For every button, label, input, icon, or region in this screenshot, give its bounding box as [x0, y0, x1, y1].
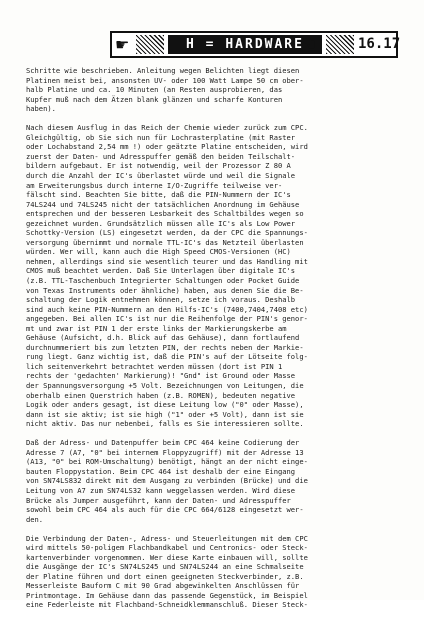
text-line: nehmen, allerdings sind sie wesentlich teurer und das Handling mit [26, 256, 308, 266]
text-line: rung liegt. Ganz wichtig ist, daß die PIN's auf der Lötseite folg- [26, 352, 308, 362]
text-line: mt und zwar ist PIN 1 der erste links der Markierungskerbe am [26, 323, 287, 333]
text-line: Daß der Adress- und Datenpuffer beim CPC 464 keine Codierung der [26, 438, 300, 448]
text-line: zuerst der Daten- und Adresspuffer gemäß den beiden Teilschalt- [26, 151, 296, 161]
pointing-hand-left-icon: ☚ [302, 35, 317, 54]
text-line: rechts der 'gedachten' Markierung)! "Gnd" ist Ground oder Masse [26, 371, 296, 381]
paragraph [26, 66, 398, 114]
text-line: 74LS244 und 74LS245 nicht der tatsächlichen Anordnung im Gehäuse [26, 199, 300, 209]
page-header [110, 31, 401, 58]
text-line: versorgung übernimmt und normale TTL-IC's das Netzteil überlasten [26, 237, 304, 247]
paragraph [26, 123, 398, 429]
text-line: gezeichnet wurden. Grundsätzlich müssen alle IC's als Low Power [26, 218, 296, 228]
text-line: lich seitenverkehrt betrachtet werden müssen (dort ist PIN 1 [26, 361, 283, 371]
text-line: wird mittels 50-poligem Flachbandkabel und Centronics- oder Steck- [26, 543, 308, 553]
page-number: 16.17 [358, 36, 401, 52]
text-line: der Spannungsversorgung +5 Volt. Bezeichnungen von Leitungen, die [26, 381, 304, 390]
text-line: Gleichgültig, ob Sie sich nun für Lochrasterplatine (mit Raster [26, 132, 296, 142]
text-line: Die Verbindung der Daten-, Adress- und Steuerleitungen mit dem CPC [26, 533, 308, 543]
pointing-hand-right-icon: ☛ [115, 35, 130, 54]
text-line: von SN74LS832 direkt mit dem Ausgang zu verbinden (Brücke) und die [26, 476, 308, 486]
text-line: durchnummeriert bis zum letzten PIN, der rechts neben der Markie- [26, 342, 304, 352]
text-line: Brücke als Jumper ausgeführt, kann der Daten- und Adresspuffer [26, 495, 291, 505]
text-line: entsprechen und der besseren Lesbarkeit des Schaltbildes wegen so [26, 209, 304, 219]
text-line: oberhalb einen Querstrich haben (z.B. ROMEN), bedeuten negative [26, 390, 296, 400]
text-line: angegeben. Bei allen IC's ist nur die Reihenfolge der PIN's genor- [26, 314, 308, 324]
text-line: würden. Wer will, kann auch die High Speed CMOS-Versionen (HC) [26, 247, 291, 257]
text-line: Platinen meist bei, ansonsten UV- oder 100 Watt Lampe 50 cm ober- [26, 75, 304, 85]
text-line: Leitung von A7 zum SN74LS32 kann weggelassen werden. Wird diese [26, 485, 296, 495]
text-line: CMOS muß beachtet werden. Daß Sie Unterlagen über digitale IC's [26, 266, 296, 276]
text-line: Gehäuse (Aufsicht, d.h. Blick auf das Gehäuse), dann fortlaufend [26, 333, 300, 343]
text-line: sind auch keine PIN-Nummern an den Hilfs-IC's (7400,7404,7408 etc) [26, 304, 308, 314]
text-line: dann ist sie aktiv; ist sie high ("1" oder +5 Volt), dann ist sie [26, 409, 304, 419]
body-text [26, 66, 398, 620]
text-line: bildern aufgebaut. Er ist notwendig, weil der Prozessor Z 80 A [26, 161, 291, 171]
text-line: oder Lochabstand 2,54 mm !) oder geätzte Platine entscheiden, wird [26, 142, 308, 152]
text-line: halb Platine und ca. 10 Minuten (an Resten ausprobieren, das [26, 85, 283, 95]
text-line: Adresse 7 (A7, "0" bei internem Floppyzugriff) mit der Adresse 13 [26, 447, 304, 457]
text-line: schaltung der Logik entnehmen können, setze ich voraus. Deshalb [26, 295, 296, 305]
text-line: durch die Anzahl der IC's überlastet würde und weil die Signale [26, 170, 296, 180]
paragraph [26, 534, 398, 610]
text-line: nicht aktiv. Das nur nebenbei, falls es Sie interessieren sollte. [26, 419, 304, 429]
text-line: Nach diesem Ausflug in das Reich der Chemie wieder zurück zum CPC. [26, 123, 308, 133]
header-title: H = HARDWARE [168, 35, 322, 54]
text-line: Logik oder anders gesagt, ist diese Leitung low ("0" oder Masse), [26, 400, 304, 410]
paragraph [26, 438, 398, 524]
text-line: von Texas Instruments oder ähnliche) haben, aus denen Sie die Be- [26, 285, 304, 295]
hatch-decoration-left [136, 35, 164, 54]
text-line: den. [26, 514, 44, 524]
text-line: eine Federleiste mit Flachband-Schneidklemmanschluß. Dieser Steck- [26, 600, 308, 610]
text-line: fälscht sind. Beachten Sie bitte, daß die PIN-Nummern der IC's [26, 190, 291, 200]
text-line: die Ausgänge der IC's SN74LS245 und SN74LS244 an eine Schmalseite [26, 562, 304, 572]
text-line: Messerleiste Bauform C mit 90 Grad abgewinkelten Anschlüssen für [26, 581, 300, 591]
text-line: haben). [26, 104, 56, 114]
text-line: kartenverbinder vorgenommen. Wer diese Karte einbauen will, sollte [26, 552, 308, 562]
text-line: bauten Floppystation. Beim CPC 464 ist deshalb der eine Eingang [26, 466, 296, 476]
text-line: sowohl beim CPC 464 als auch für die CPC 664/6128 eingesetzt wer- [26, 505, 304, 515]
text-line: Schottky-Version (LS) eingesetzt werden, da der CPC die Spannungs- [26, 228, 308, 238]
hatch-decoration-right [326, 35, 354, 54]
text-line: der Platine führen und dort einen geeigneten Steckverbinder, z.B. [26, 571, 304, 581]
text-line: (A13, "0" bei ROM-Umschaltung) benötigt, hängt an der nicht einge- [26, 457, 308, 467]
text-line: Printmontage. Im Gehäuse dann das passende Gegenstück, im Beispiel [26, 590, 308, 600]
text-line: Kupfer muß nach dem Ätzen blank glänzen und scharfe Konturen [26, 94, 283, 104]
text-line: (z.B. TTL-Taschenbuch Integrierter Schaltungen oder Pocket Guide [26, 275, 300, 285]
text-line: Schritte wie beschrieben. Anleitung wegen Belichten liegt diesen [26, 66, 300, 75]
text-line: am Erweiterungsbus durch interne I/O-Zugriffe teilweise ver- [26, 180, 283, 190]
